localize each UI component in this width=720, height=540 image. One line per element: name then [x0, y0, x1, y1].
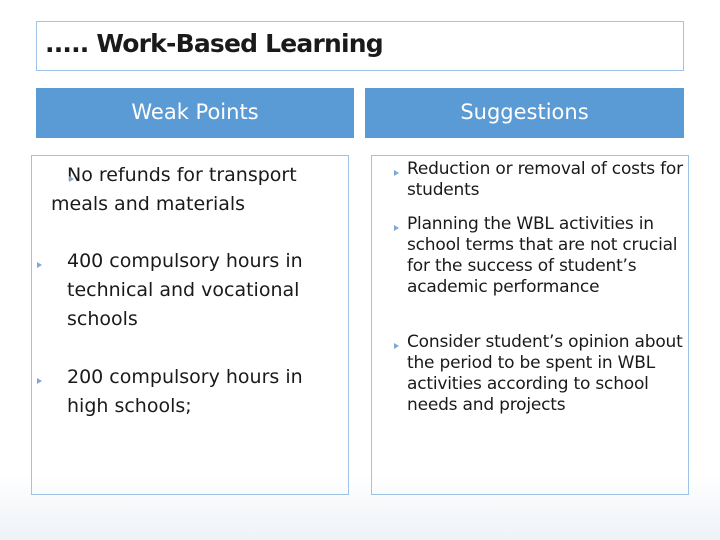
bullet-arrow-icon [394, 170, 399, 176]
list-item [407, 159, 685, 201]
list-item-text: Reduction or removal of costs for students [407, 159, 683, 200]
suggestions-header [365, 88, 684, 138]
suggestions-header-label: Suggestions [460, 100, 589, 124]
list-item [67, 363, 322, 421]
title-box [36, 21, 684, 71]
weak-points-header-label: Weak Points [131, 100, 259, 124]
bullet-arrow-icon [37, 378, 42, 384]
list-item [67, 247, 322, 334]
list-item-text: Consider student’s opinion about the period to be spent in WBL activities according to school needs and projects [407, 332, 683, 415]
list-item [51, 161, 346, 219]
list-item [407, 214, 685, 298]
bullet-arrow-icon [394, 225, 399, 231]
bullet-arrow-icon [37, 262, 42, 268]
bullet-arrow-icon [394, 343, 399, 349]
list-item-text-line1: No refunds for transport [67, 164, 297, 186]
weak-points-panel [31, 155, 349, 495]
bullet-arrow-icon [69, 176, 74, 182]
list-item [407, 332, 685, 416]
list-item-text: Planning the WBL activities in school terms that are not crucial for the success of student’s academic performance [407, 214, 678, 297]
list-item-text: 200 compulsory hours in high schools; [67, 366, 303, 417]
suggestions-panel [371, 155, 689, 495]
weak-points-header [36, 88, 354, 138]
list-item-text-line2: meals and materials [51, 193, 246, 215]
list-item-text: 400 compulsory hours in technical and vocational schools [67, 250, 303, 330]
slide-title: ..... Work-Based Learning [45, 29, 383, 58]
